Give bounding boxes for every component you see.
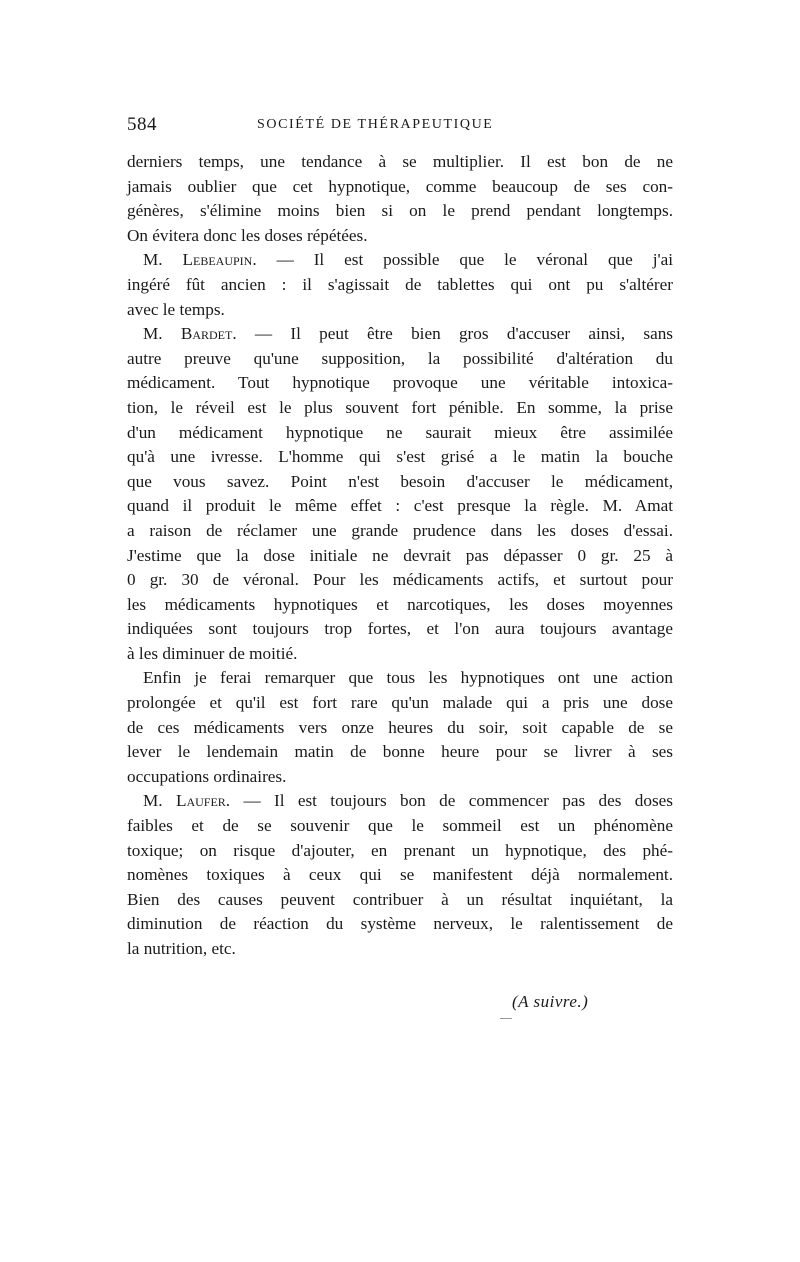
text-line: la nutrition, etc. [127,939,236,958]
text-line [127,789,673,814]
text-line: génères, s'élimine moins bien si on le prend pendant longtemps. [127,201,673,221]
paragraph [127,248,673,322]
text-run: — Il peut être bien gros d'accuser ainsi, sans [236,324,673,344]
speaker-name: M. Lebeaupin. [143,250,257,270]
text-line [127,322,673,347]
text-line: faibles et de se souvenir que le sommeil est un phénomène [127,816,673,836]
text-line: derniers temps, une tendance à se multiplier. Il est bon de ne [127,152,673,171]
text-line: tion, le réveil est le plus souvent fort pénible. En somme, la prise [127,397,673,417]
text-line: indiquées sont toujours trop fortes, et l'on aura toujours avantage [127,619,673,639]
text-line: à les diminuer de moitié. [127,643,298,663]
text-line [127,248,673,273]
text-line: avec le temps. [127,299,225,319]
speaker-name: M. Bardet. [143,324,237,344]
text-line: qu'à une ivresse. L'homme qui s'est grisé a le matin la bouche [127,447,673,467]
text-line: toxique; on risque d'ajouter, en prenant un hypnotique, des phé- [127,840,673,860]
running-head: SOCIÉTÉ DE THÉRAPEUTIQUE [257,117,494,132]
page-number: 584 [127,114,157,135]
text-line: que vous savez. Point n'est besoin d'accuser le médicament, [127,471,673,491]
text-line: J'estime que la dose initiale ne devrait pas dépasser 0 gr. 25 à [127,545,673,565]
paragraph [127,666,673,789]
text-line: occupations ordinaires. [127,766,287,786]
text-line: a raison de réclamer une grande prudence dans les doses d'essai. [127,520,673,540]
text-run: — Il est toujours bon de commencer pas des doses [230,791,673,811]
divider [500,1018,512,1019]
text-line: d'un médicament hypnotique ne saurait mieux être assimilée [127,422,673,442]
text-line: de ces médicaments vers onze heures du soir, soit capable de se [127,717,673,737]
text-line: diminution de réaction du système nerveux, le ralentissement de [127,914,673,934]
text-line: autre preuve qu'une supposition, la possibilité d'altération du [127,348,673,368]
text-run: — Il est possible que le véronal que j'ai [256,250,673,270]
text-line: quand il produit le même effet : c'est presque la règle. M. Amat [127,496,673,516]
text-line: médicament. Tout hypnotique provoque une véritable intoxica- [127,373,673,393]
text-line: Enfin je ferai remarquer que tous les hypnotiques ont une action [143,668,673,688]
text-line: Bien des causes peuvent contribuer à un résultat inquiétant, la [127,889,673,909]
text-line: ingéré fût ancien : il s'agissait de tablettes qui ont pu s'altérer [127,274,673,294]
body-text [127,150,673,962]
text-line: prolongée et qu'il est fort rare qu'un malade qui a pris une dose [127,693,673,713]
continuation-note: (A suivre.) [512,992,589,1011]
paragraph [127,322,673,666]
speaker-name: M. Laufer. [143,791,231,811]
text-line: jamais oublier que cet hypnotique, comme beaucoup de ses con- [127,176,673,196]
text-line: 0 gr. 30 de véronal. Pour les médicaments actifs, et surtout pour [127,570,673,590]
page-header [127,114,672,138]
text-line: lever le lendemain matin de bonne heure pour se livrer à ses [127,742,673,762]
paragraph [127,789,673,961]
text-line: On évitera donc les doses répétées. [127,225,368,245]
text-line: nomènes toxiques à ceux qui se manifestent déjà normalement. [127,865,673,885]
text-line: les médicaments hypnotiques et narcotiques, les doses moyennes [127,594,673,614]
paragraph [127,150,673,248]
